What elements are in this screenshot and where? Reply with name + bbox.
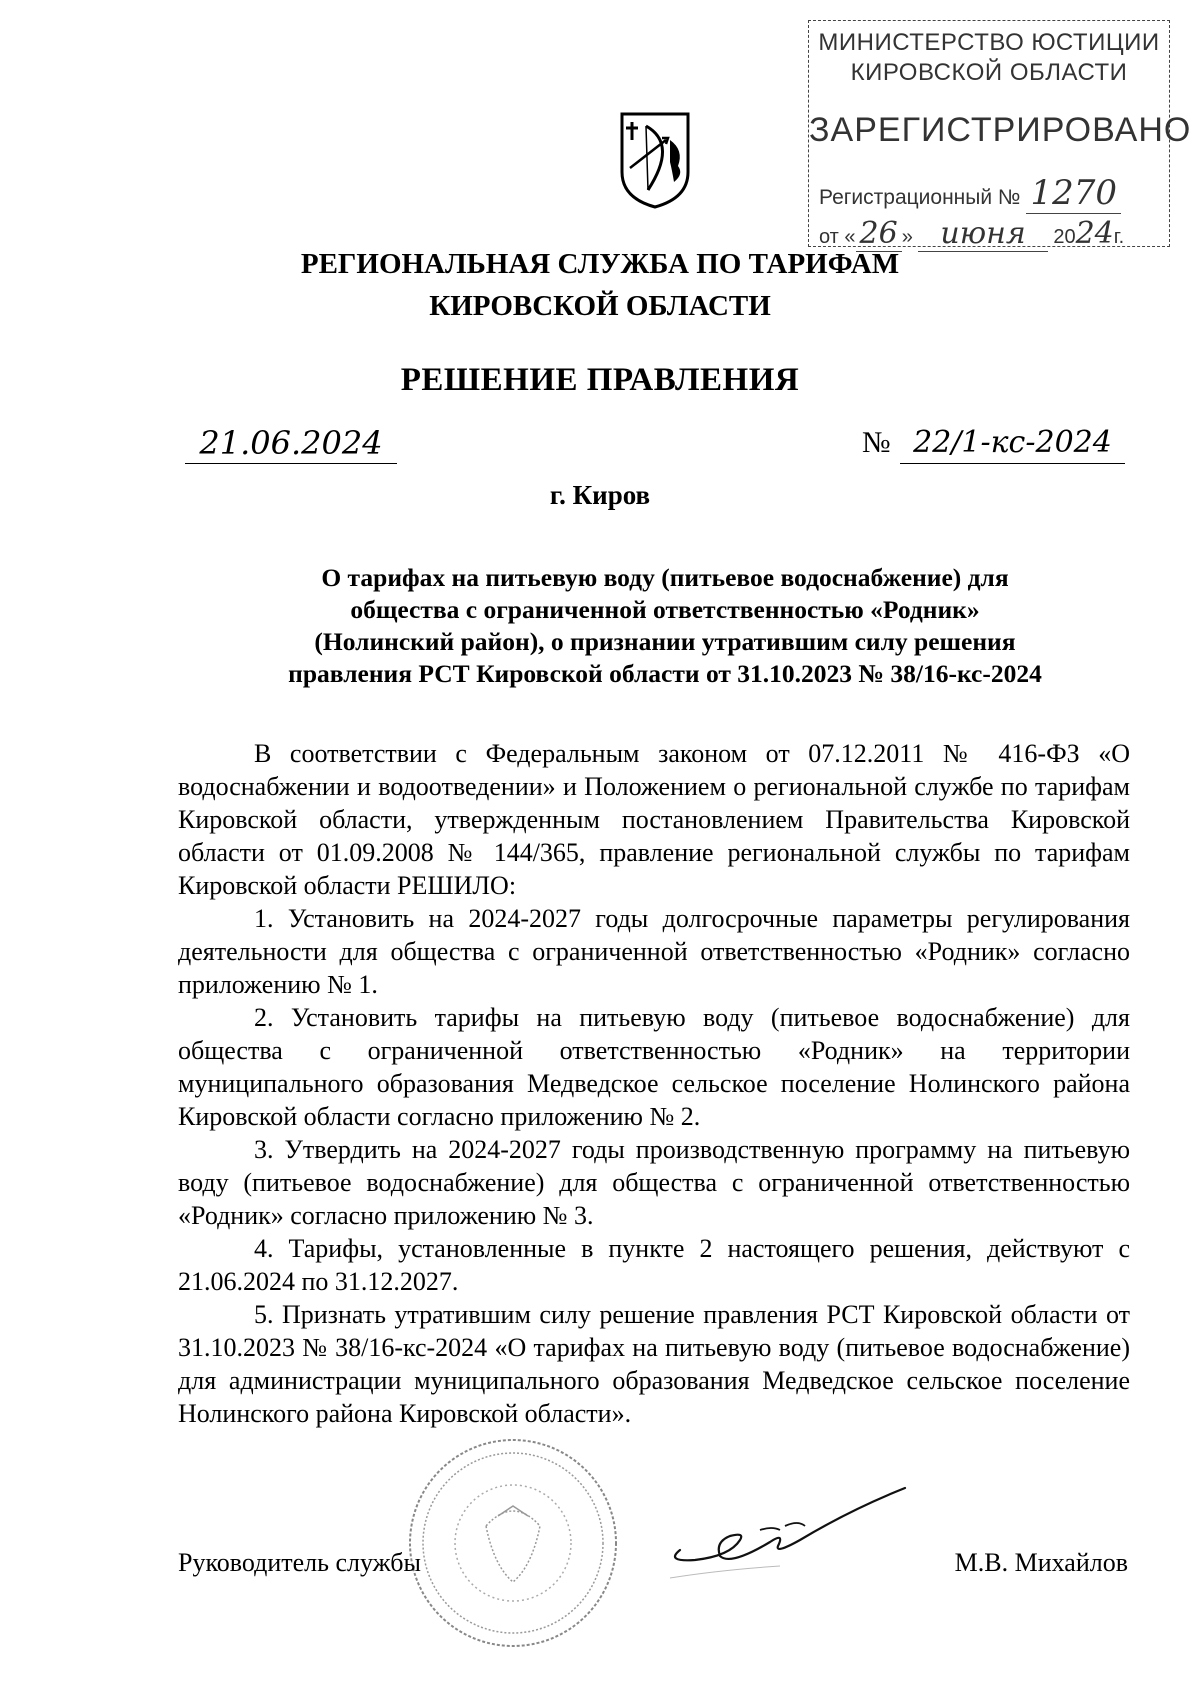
- document-date: 21.06.2024: [185, 423, 397, 464]
- stamp-date-mid: »: [901, 226, 913, 248]
- clause-3: 3. Утвердить на 2024-2027 годы производственную программу на питьевую воду (питьевое водоснабжение) для общества с ограниченной ответственностью «Родник» согласно приложению № 3.: [178, 1135, 1130, 1230]
- signatory-name: М.В. Михайлов: [954, 1548, 1128, 1577]
- stamp-ministry: МИНИСТЕРСТВО ЮСТИЦИИ: [818, 29, 1160, 56]
- stamp-region: КИРОВСКОЙ ОБЛАСТИ: [850, 59, 1128, 86]
- stamp-date-line: [819, 216, 1124, 251]
- official-seal-icon: [406, 1436, 621, 1651]
- title-line: правления РСТ Кировской области от 31.10.2023 № 38/16-кс-2024: [288, 659, 1042, 688]
- stamp-date-day: 26: [856, 216, 902, 252]
- signatory-position: Руководитель службы: [178, 1548, 421, 1577]
- organization-name-line2: КИРОВСКОЙ ОБЛАСТИ: [429, 290, 771, 322]
- stamp-status: ЗАРЕГИСТРИРОВАНО: [809, 111, 1192, 149]
- document-body: [178, 737, 1130, 1430]
- signature-icon: [660, 1470, 920, 1590]
- document-number-label: №: [862, 426, 891, 459]
- stamp-date-end: г.: [1113, 226, 1125, 248]
- coat-of-arms-icon: [618, 110, 692, 210]
- clause-2: 2. Установить тарифы на питьевую воду (питьевое водоснабжение) для общества с ограниченной ответственностью «Родник» на территории муниципального образования Медведское сельское поселение Нолинского района Кировской области согласно приложению № 2.: [178, 1003, 1130, 1131]
- title-line: (Нолинский район), о признании утратившим силу решения: [314, 627, 1016, 656]
- document-type: РЕШЕНИЕ ПРАВЛЕНИЯ: [400, 362, 800, 398]
- title-line: общества с ограниченной ответственностью «Родник»: [350, 595, 980, 624]
- document-number: 22/1-кс-2024: [900, 423, 1125, 464]
- stamp-date-year-suffix: 24: [1075, 216, 1114, 251]
- stamp-reg-label: Регистрационный №: [819, 186, 1021, 209]
- stamp-date-month: июня: [918, 216, 1047, 252]
- clause-4: 4. Тарифы, установленные в пункте 2 настоящего решения, действуют с 21.06.2024 по 31.12.2027.: [178, 1234, 1130, 1296]
- organization-name-line1: РЕГИОНАЛЬНАЯ СЛУЖБА ПО ТАРИФАМ: [300, 248, 900, 280]
- registration-stamp: [808, 20, 1192, 251]
- clause-5: 5. Признать утратившим силу решение правления РСТ Кировской области от 31.10.2023 № 38/16-кс-2024 «О тарифах на питьевую воду (питьевое водоснабжение) для администрации муниципального образования Медведское сельское поселение Нолинского района Кировской области».: [178, 1300, 1130, 1428]
- stamp-registration-line: [819, 173, 1121, 213]
- stamp-date-year-prefix: 20: [1053, 226, 1076, 248]
- stamp-reg-number: 1270: [1026, 173, 1121, 214]
- document-title: [200, 562, 1130, 690]
- stamp-date-prefix: от «: [819, 226, 856, 248]
- clause-1: 1. Установить на 2024-2027 годы долгосрочные параметры регулирования деятельности для общества с ограниченной ответственностью «Родник» согласно приложению № 1.: [178, 904, 1130, 999]
- preamble-paragraph: В соответствии с Федеральным законом от 07.12.2011 № 416-ФЗ «О водоснабжении и водоотведении» и Положением о региональной службе по тарифам Кировской области, утвержденным постановлением Правительства Кировской области от 01.09.2008 № 144/365, правление региональной службы по тарифам Кировской области РЕШИЛО:: [178, 739, 1130, 900]
- document-city: г. Киров: [549, 480, 651, 510]
- title-line: О тарифах на питьевую воду (питьевое водоснабжение) для: [321, 563, 1009, 592]
